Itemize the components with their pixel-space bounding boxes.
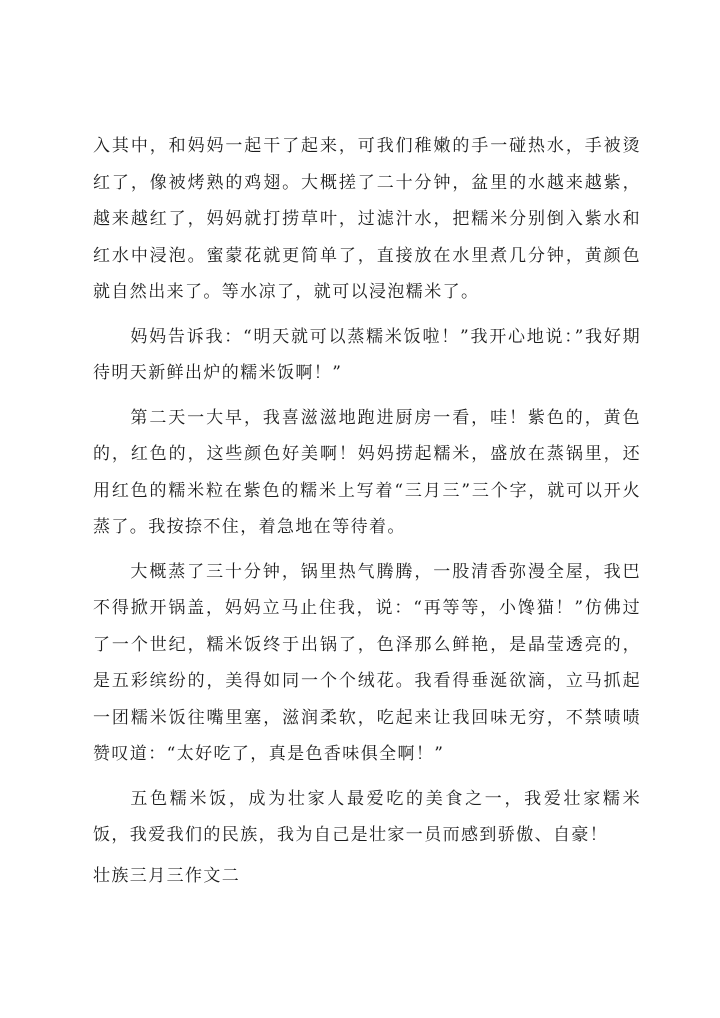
- paragraph-next-morning: 第二天一大早，我喜滋滋地跑进厨房一看，哇！紫色的，黄色的，红色的，这些颜色好美啊！妈妈捞起糯米，盛放在蒸锅里，还用红色的糯米粒在紫色的糯米上写着“三月三”三个字，就可以开火蒸了。我按捺不住，着急地在等待着。: [93, 407, 641, 537]
- paragraph-mother-says: 妈妈告诉我：“明天就可以蒸糯米饭啦！”我开心地说：”我好期待明天新鲜出炉的糯米饭啊！”: [93, 326, 641, 383]
- document-body: [93, 128, 641, 894]
- paragraph-continued: 入其中，和妈妈一起干了起来，可我们稚嫩的手一碰热水，手被烫红了，像被烤熟的鸡翅。大概搓了二十分钟，盆里的水越来越紫，越来越红了，妈妈就打捞草叶，过滤汁水，把糯米分别倒入紫水和红水中浸泡。蜜蒙花就更简单了，直接放在水里煮几分钟，黄颜色就自然出来了。等水凉了，就可以浸泡糯米了。: [93, 136, 641, 302]
- paragraph-steaming: 大概蒸了三十分钟，锅里热气腾腾，一股清香弥漫全屋，我巴不得掀开锅盖，妈妈立马止住我，说：“再等等，小馋猫！”仿佛过了一个世纪，糯米饭终于出锅了，色泽那么鲜艳，是晶莹透亮的，是五彩缤纷的，美得如同一个个绒花。我看得垂涎欲滴，立马抓起一团糯米饭往嘴里塞，滋润柔软，吃起来让我回味无穷，不禁啧啧赞叹道：“太好吃了，真是色香味俱全啊！”: [93, 561, 641, 764]
- paragraph-conclusion: 五色糯米饭，成为壮家人最爱吃的美食之一，我爱壮家糯米饭，我爱我们的民族，我为自己是壮家一员而感到骄傲、自豪！: [93, 788, 641, 845]
- section-heading: 壮族三月三作文二: [93, 865, 241, 886]
